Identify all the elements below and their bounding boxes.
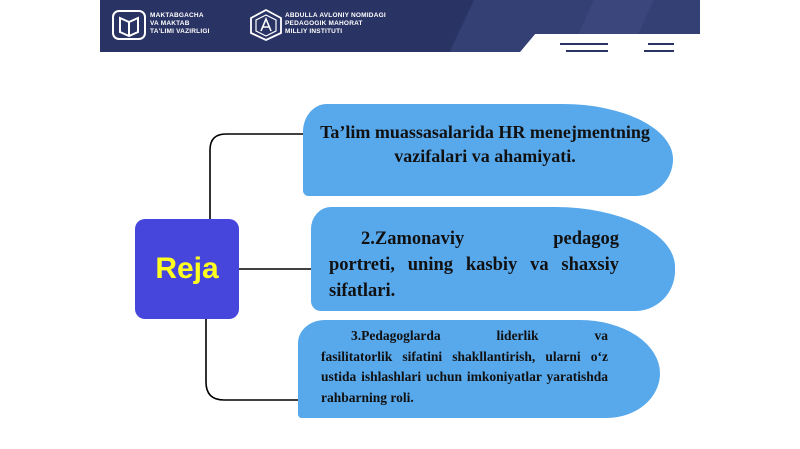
slide xyxy=(100,0,700,449)
topic-text-3-rest: fasilitatorlik sifatini shakllantirish, ularni o‘z ustida ishlashlari uchun imkoniyatlar yaratishda rahbarning roli. xyxy=(321,348,608,405)
topic-text-2-rest: portreti, uning kasbiy va shaxsiy sifatlari. xyxy=(329,255,619,301)
topic-text-1: Ta’lim muassasalarida HR menejmentning vazifalari va ahamiyati. xyxy=(320,122,650,166)
center-node xyxy=(135,219,239,319)
institute-logo-text: ABDULLA AVLONIY NOMIDAGI PEDAGOGIK MAHORAT MILLIY INSTITUTI xyxy=(285,12,386,35)
topic-text-2-first-line: 2.Zamonaviy pedagog xyxy=(361,229,619,249)
topic-text-2 xyxy=(329,226,619,304)
center-label: Reja xyxy=(155,252,219,285)
ministry-logo-text: MAKTABGACHA VA MAKTAB TA'LIMI VAZIRLIGI xyxy=(150,12,210,35)
topic-text-3 xyxy=(321,326,608,408)
topic-text-3-first-line: 3.Pedagoglarda liderlik va xyxy=(351,328,608,343)
